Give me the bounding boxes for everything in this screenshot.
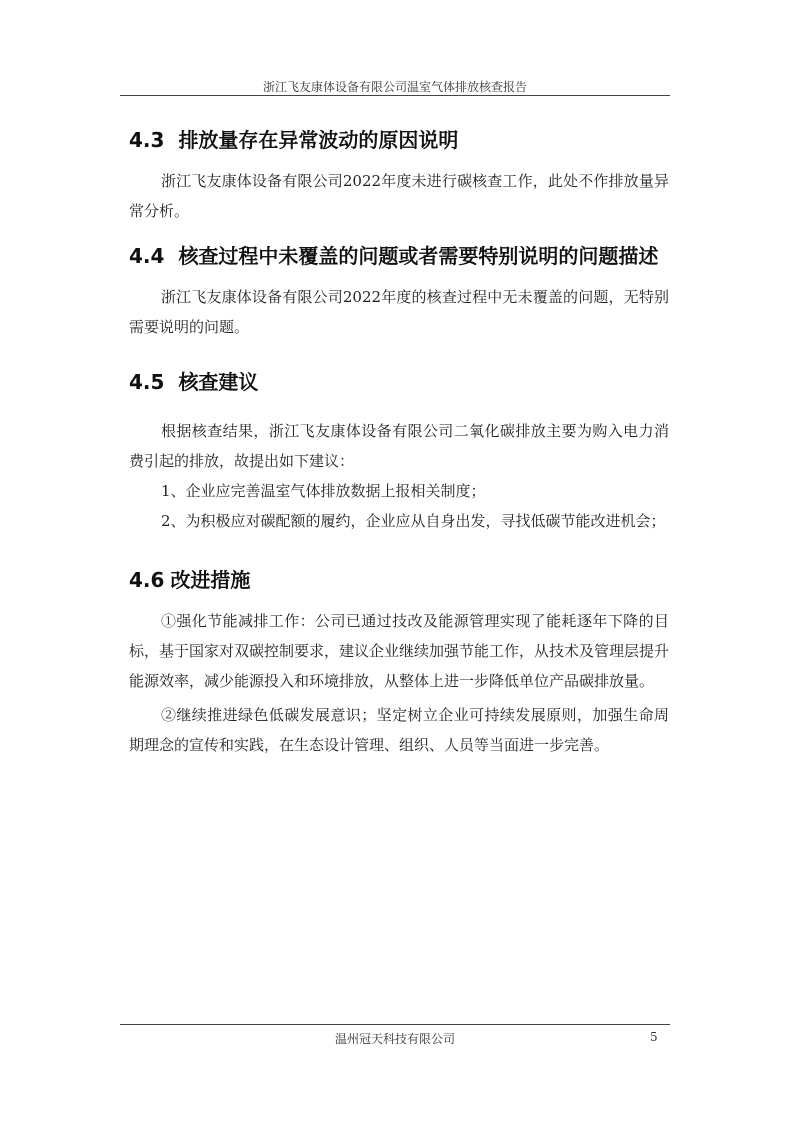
section-4-5-paragraph: 根据核查结果，浙江飞友康体设备有限公司二氧化碳排放主要为购入电力消费引起的排放，故提出如下建议：: [129, 422, 669, 470]
footer-company: 温州冠天科技有限公司: [334, 1032, 455, 1046]
section-4-3-heading: [129, 124, 458, 153]
page-header-title: 浙江飞友康体设备有限公司温室气体排放核查报告: [262, 80, 527, 94]
page-number: 5: [650, 1030, 658, 1044]
section-4-3-number: 4.3: [129, 128, 165, 152]
section-4-5-item-1: 1、企业应完善温室气体排放数据上报相关制度；: [161, 482, 486, 500]
section-4-6-paragraph-1: ①强化节能减排工作：公司已通过技改及能源管理实现了能耗逐年下降的目标，基于国家对双碳控制要求，建议企业继续加强节能工作，从技术及管理层提升能源效率，减少能源投入和环境排放，从整体上进一步降低单位产品碳排放量。: [129, 612, 670, 690]
section-4-3-paragraph: 浙江飞友康体设备有限公司2022年度未进行碳核查工作，此处不作排放量异常分析。: [129, 172, 669, 220]
section-4-6-heading: [129, 564, 250, 593]
section-4-3-title: 排放量存在异常波动的原因说明: [178, 128, 459, 152]
section-4-4-heading: [129, 240, 658, 269]
footer-divider: [120, 1024, 670, 1025]
section-4-5-number: 4.5: [129, 370, 165, 394]
section-4-4-title: 核查过程中未覆盖的问题或者需要特别说明的问题描述: [178, 244, 659, 268]
section-4-6-number: 4.6: [129, 568, 165, 592]
section-4-5-title: 核查建议: [178, 370, 259, 394]
section-4-4-paragraph: 浙江飞友康体设备有限公司2022年度的核查过程中无未覆盖的问题，无特别需要说明的问题。: [129, 288, 669, 336]
section-4-6-paragraph-2: ②继续推进绿色低碳发展意识；坚定树立企业可持续发展原则，加强生命周期理念的宣传和实践，在生态设计管理、组织、人员等当面进一步完善。: [129, 706, 669, 754]
section-4-6-title: 改进措施: [170, 568, 251, 592]
section-4-5-heading: [129, 366, 258, 395]
section-4-5-item-2: 2、为积极应对碳配额的履约，企业应从自身出发，寻找低碳节能改进机会；: [161, 512, 666, 530]
header-divider: [120, 95, 670, 96]
section-4-4-number: 4.4: [129, 244, 165, 268]
